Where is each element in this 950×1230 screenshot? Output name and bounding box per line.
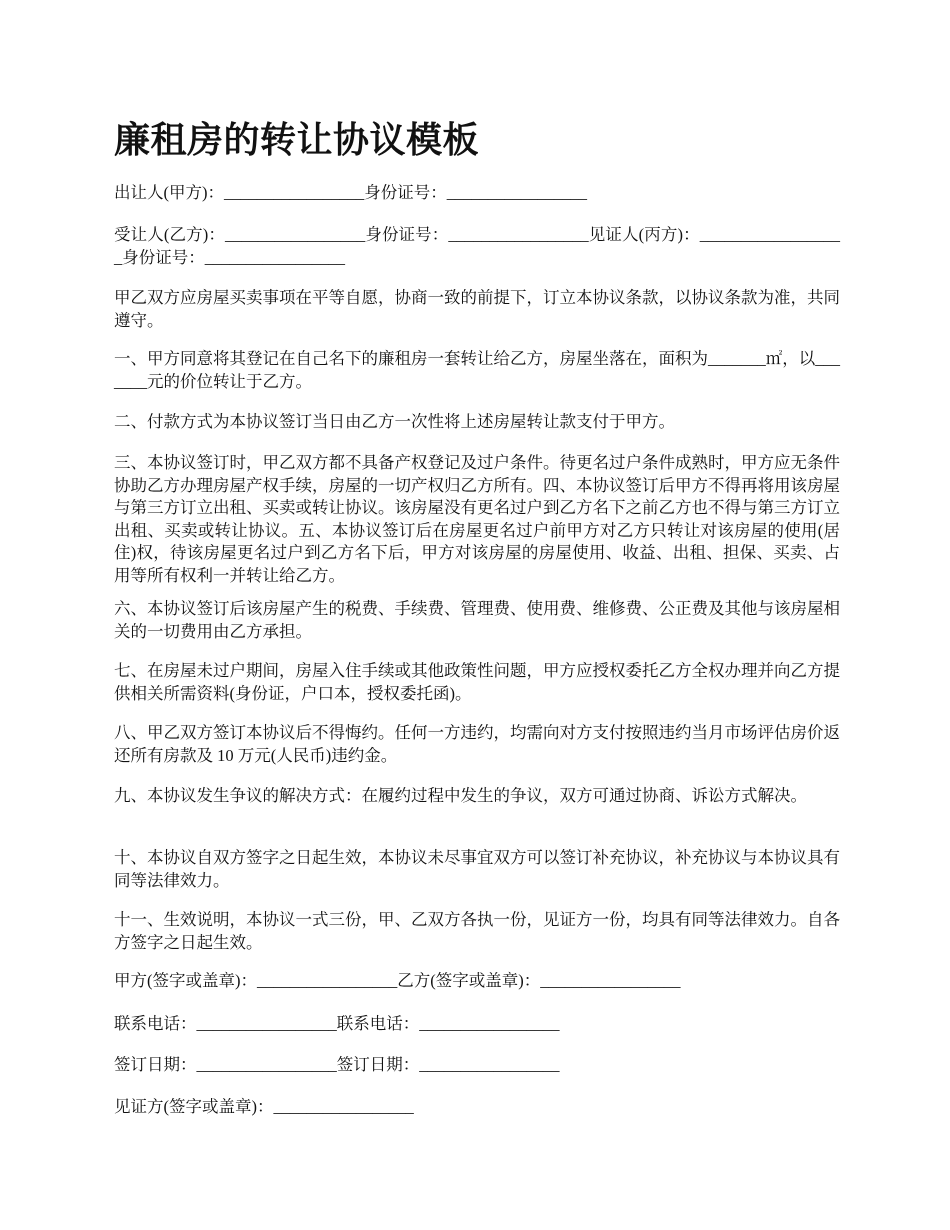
clause-3-5: 三、本协议签订时，甲乙双方都不具备产权登记及过户条件。待更名过户条件成熟时，甲方应无条件协助乙方办理房屋产权手续，房屋的一切产权归乙方所有。四、本协议签订后甲方不得再将用该房屋与第三方订立出租、买卖或转让协议。该房屋没有更名过户到乙方名下之前乙方也不得与第三方订立出租、买卖或转让协议。五、本协议签订后在房屋更名过户前甲方对乙方只转让对该房屋的使用(居住)权，待该房屋更名过户到乙方名下后，甲方对该房屋的房屋使用、收益、出租、担保、买卖、占用等所有权利一并转让给乙方。 — [114, 453, 840, 585]
clause-8: 八、甲乙双方签订本协议后不得悔约。任何一方违约，均需向对方支付按照违约当月市场评估房价返还所有房款及 10 万元(人民币)违约金。 — [114, 723, 840, 765]
document-title: 廉租房的转让协议模板 — [114, 120, 480, 161]
clause-10: 十、本协议自双方签字之日起生效，本协议未尽事宜双方可以签订补充协议，补充协议与本协议具有同等法律效力。 — [114, 848, 840, 890]
preamble-paragraph: 甲乙双方应房屋买卖事项在平等自愿，协商一致的前提下，订立本协议条款，以协议条款为准，共同遵守。 — [114, 288, 840, 330]
clause-11: 十一、生效说明，本协议一式三份，甲、乙双方各执一份，见证方一份，均具有同等法律效力。自各方签字之日起生效。 — [114, 910, 840, 952]
party-b-witness-line: 受让人(乙方)：_________________身份证号：_________________见证人(丙方)：__________________身份证号：_________________ — [114, 225, 840, 267]
clause-1: 一、甲方同意将其登记在自己名下的廉租房一套转让给乙方，房屋坐落在，面积为_______㎡，以_______元的价位转让于乙方。 — [114, 349, 840, 391]
witness-signature-line: 见证方(签字或盖章)：_________________ — [114, 1097, 414, 1116]
phone-line: 联系电话：_________________联系电话：_________________ — [114, 1014, 560, 1033]
clause-6: 六、本协议签订后该房屋产生的税费、手续费、管理费、使用费、维修费、公正费及其他与该房屋相关的一切费用由乙方承担。 — [114, 599, 840, 641]
clause-9: 九、本协议发生争议的解决方式：在履约过程中发生的争议，双方可通过协商、诉讼方式解决。 — [114, 786, 807, 805]
party-a-line: 出让人(甲方)：_________________身份证号：_________________ — [114, 183, 587, 202]
clause-7: 七、在房屋未过户期间，房屋入住手续或其他政策性问题，甲方应授权委托乙方全权办理并向乙方提供相关所需资料(身份证，户口本，授权委托函)。 — [114, 661, 840, 703]
clause-2: 二、付款方式为本协议签订当日由乙方一次性将上述房屋转让款支付于甲方。 — [114, 412, 675, 431]
date-line: 签订日期：_________________签订日期：_________________ — [114, 1055, 560, 1074]
signature-line: 甲方(签字或盖章)：_________________乙方(签字或盖章)：_________________ — [114, 971, 681, 990]
